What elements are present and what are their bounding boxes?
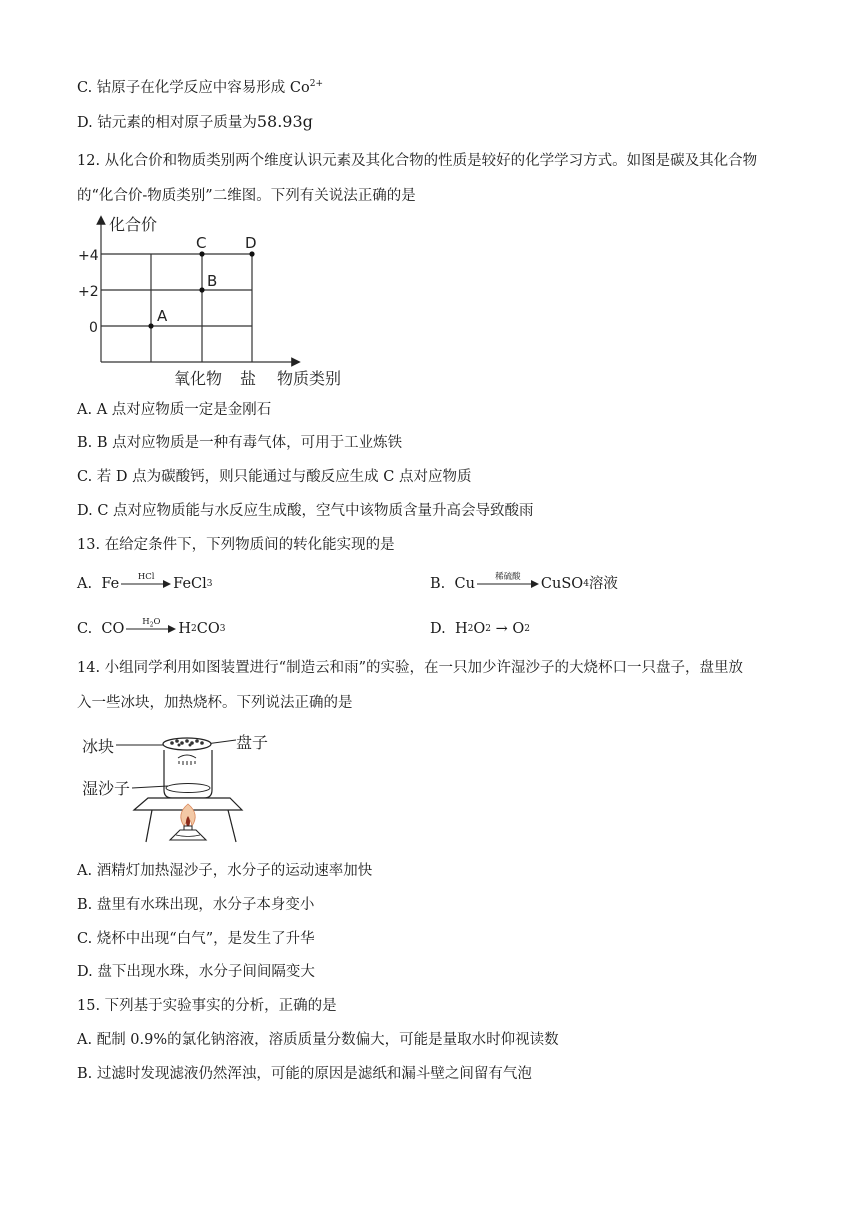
q14-apparatus-figure (80, 728, 280, 844)
q13-option-c-product-h: H (178, 621, 192, 637)
q14-option-c: C. 烧杯中出现“白气”，是发生了升华 (77, 931, 315, 947)
q14-label-sand: 湿沙子 (82, 779, 131, 798)
q14-option-a: A. 酒精灯加热湿沙子，水分子的运动速率加快 (77, 863, 373, 879)
q12-stem-line2: 的“化合价-物质类别”二维图。下列有关说法正确的是 (77, 188, 416, 204)
q13-option-c-cond-h: H (142, 617, 150, 627)
q13-option-d-label: D. (430, 621, 446, 637)
q11-option-c (77, 74, 323, 98)
q13-option-c-reactant: CO (101, 621, 125, 637)
q13-option-c-arrow (126, 617, 176, 634)
q14-option-b: B. 盘里有水珠出现，水分子本身变小 (77, 897, 315, 913)
q12-point-d (249, 251, 254, 256)
q12-point-label-c: C (196, 234, 207, 252)
q13-option-d (430, 619, 530, 639)
q13-option-a-condition: HCl (137, 572, 155, 582)
q13-option-a-label: A. (77, 576, 93, 592)
q12-x-label-salt: 盐 (240, 369, 257, 388)
q13-option-c (77, 619, 226, 639)
q13-option-d-reactant-sub2: 2 (485, 624, 491, 634)
q12-option-c: C. 若 D 点为碳酸钙，则只能通过与酸反应生成 C 点对应物质 (77, 469, 472, 485)
q14-wet-sand-icon (166, 784, 210, 793)
q13-option-c-cond-o: O (153, 617, 161, 627)
q12-valence-chart (74, 212, 374, 394)
q12-stem-line1: 12. 从化合价和物质类别两个维度认识元素及其化合物的性质是较好的化学学习方式。如图是碳及其化合物 (77, 153, 758, 169)
q13-option-a-reactant: Fe (101, 576, 120, 592)
q12-point-label-d: D (245, 234, 257, 252)
q11-option-d (77, 112, 313, 133)
q11-option-c-charge: 2+ (309, 79, 324, 89)
q13-option-d-reactant-o: O (473, 621, 486, 637)
q13-option-b-label: B. (430, 576, 446, 592)
q13-option-d-arrow: → (495, 621, 508, 637)
q14-alcohol-lamp-icon (170, 826, 206, 840)
q13-option-c-label: C. (77, 621, 93, 637)
q14-stem-line1: 14. 小组同学利用如图装置进行“制造云和雨”的实验，在一只加少许湿沙子的大烧杯口一只盘子，盘里放 (77, 660, 743, 676)
q12-x-label-oxide: 氧化物 (174, 369, 223, 388)
q12-point-b (199, 287, 204, 292)
q13-option-d-reactant-sub1: 2 (467, 624, 474, 634)
q13-option-a-product-sub: 3 (206, 579, 213, 589)
q13-option-c-product-sub1: 2 (191, 624, 197, 634)
q13-option-d-product: O (512, 621, 525, 637)
q14-label-plate: 盘子 (236, 733, 269, 752)
q12-option-a: A. A 点对应物质一定是金刚石 (77, 402, 272, 418)
q12-point-label-a: A (157, 307, 168, 325)
q14-option-d: D. 盘下出现水珠，水分子间间隔变大 (77, 964, 315, 980)
q12-x-axis-title: 物质类别 (277, 369, 342, 388)
q14-label-ice: 冰块 (82, 737, 115, 756)
q13-option-c-product-sub2: 3 (219, 624, 226, 634)
q13-option-b-suffix: 溶液 (588, 576, 618, 592)
q11-option-d-value: 58.93g (256, 112, 313, 131)
q13-option-a-arrow (121, 572, 171, 589)
q13-option-b-reactant: Cu (454, 576, 475, 592)
q15-option-a: A. 配制 0.9%的氯化钠溶液，溶质质量分数偏大，可能是量取水时仰视读数 (77, 1032, 559, 1048)
q13-option-c-product-co: CO (196, 621, 220, 637)
q12-option-b: B. B 点对应物质是一种有毒气体，可用于工业炼铁 (77, 435, 403, 451)
q12-y-tick-zero: 0 (89, 320, 98, 336)
q13-option-c-condition (126, 618, 176, 630)
q12-y-tick-plus4: +4 (78, 248, 99, 264)
q13-option-b (430, 574, 618, 594)
q12-y-axis-title: 化合价 (109, 215, 158, 234)
q13-option-b-product-sub: 4 (583, 579, 589, 589)
q13-option-c-cond-sub: 2 (149, 621, 154, 629)
q13-option-b-product: CuSO (540, 576, 584, 592)
q11-option-d-text: D. 钴元素的相对原子质量为 (77, 115, 257, 131)
q12-point-a (148, 323, 153, 328)
q15-stem: 15. 下列基于实验事实的分析，正确的是 (77, 998, 337, 1014)
q15-option-b: B. 过滤时发现滤液仍然浑浊，可能的原因是滤纸和漏斗壁之间留有气泡 (77, 1066, 532, 1082)
q12-option-d: D. C 点对应物质能与水反应生成酸，空气中该物质含量升高会导致酸雨 (77, 503, 534, 519)
q13-stem: 13. 在给定条件下，下列物质间的转化能实现的是 (77, 537, 395, 553)
q12-point-c (199, 251, 204, 256)
q11-option-c-text: C. 钴原子在化学反应中容易形成 Co (77, 79, 310, 96)
q13-option-b-arrow (477, 572, 539, 589)
q13-option-b-condition: 稀硫酸 (495, 572, 521, 582)
q13-option-a-product: FeCl (173, 576, 207, 592)
q13-option-a (77, 574, 213, 594)
q14-stem-line2: 入一些冰块，加热烧杯。下列说法正确的是 (77, 695, 353, 711)
q12-point-label-b: B (207, 272, 218, 290)
q12-y-tick-plus2: +2 (78, 284, 99, 300)
q13-option-d-reactant-h: H (454, 621, 468, 637)
q13-option-d-product-sub: 2 (524, 624, 530, 634)
